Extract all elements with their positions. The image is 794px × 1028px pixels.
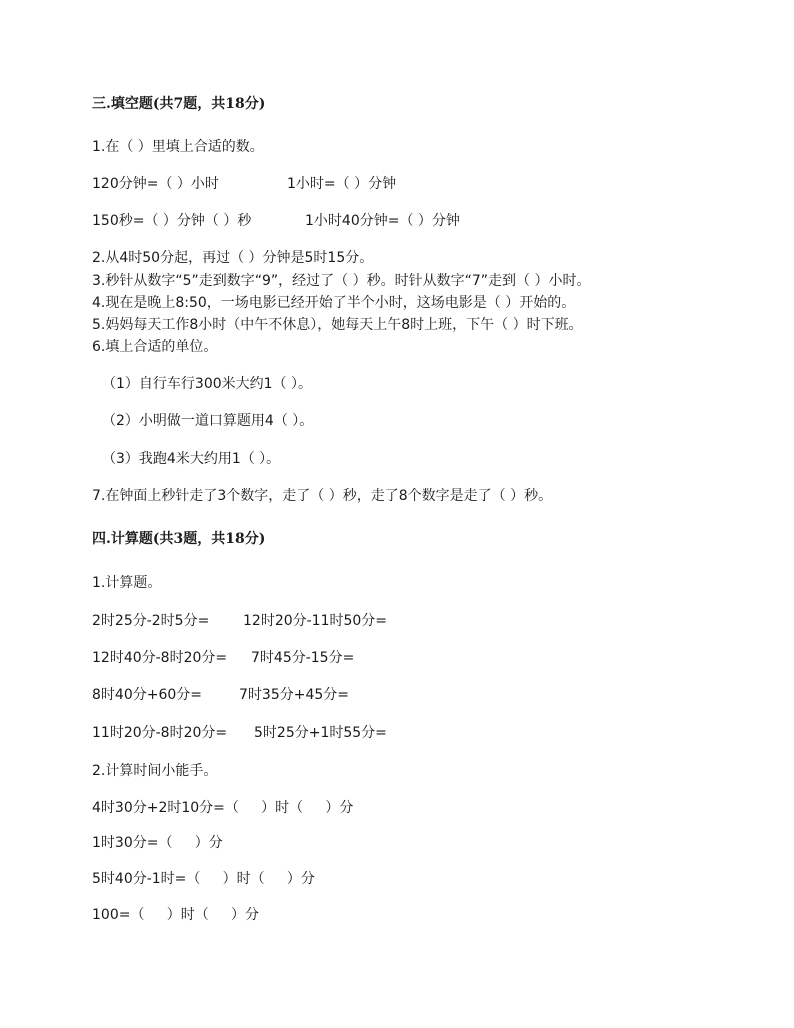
s4-q2-line2: 1时30分=（ ）分 [92,835,223,851]
s3-q5: 5.妈妈每天工作8小时（中午不休息），她每天上午8时上班，下午（ ）时下班。 [92,317,583,333]
s3-q1-row2-left: 150秒=（ ）分钟（ ）秒 [92,213,252,229]
s3-q1-row1-right: 1小时=（ ）分钟 [287,176,397,192]
s4-q2-line3: 5时40分-1时=（ ）时（ ）分 [92,871,315,887]
section4-heading: 四.计算题(共3题，共18分) [92,531,266,547]
s3-q4: 4.现在是晚上8:50，一场电影已经开始了半个小时，这场电影是（ ）开始的。 [92,295,576,311]
s3-q1-stem: 1.在（ ）里填上合适的数。 [92,139,264,155]
s4-q1-row2-left: 12时40分-8时20分= [92,650,228,666]
s3-q7: 7.在钟面上秒针走了3个数字，走了（ ）秒，走了8个数字是走了（ ）秒。 [92,488,553,504]
s3-q1-row1-left: 120分钟=（ ）小时 [92,176,219,192]
s3-q1-row2-right: 1小时40分钟=（ ）分钟 [305,213,460,229]
s4-q2-line4: 100=（ ）时（ ）分 [92,907,259,923]
s4-q1-row4-right: 5时25分+1时55分= [254,725,387,741]
s3-q6-sub3: （3）我跑4米大约用1（ ）。 [102,451,281,467]
s3-q6-sub2: （2）小明做一道口算题用4（ ）。 [102,413,314,429]
s4-q1-row1-right: 12时20分-11时50分= [243,613,388,629]
s4-q2-line1: 4时30分+2时10分=（ ）时（ ）分 [92,800,354,816]
s3-q6-stem: 6.填上合适的单位。 [92,339,218,355]
s4-q1-row3-left: 8时40分+60分= [92,687,202,703]
section3-heading: 三.填空题(共7题，共18分) [92,96,266,112]
s4-q1-row3-right: 7时35分+45分= [239,687,349,703]
s3-q6-sub1: （1）自行车行300米大约1（ ）。 [102,376,312,392]
s4-q1-row2-right: 7时45分-15分= [251,650,355,666]
s4-q1-row1-left: 2时25分-2时5分= [92,613,210,629]
s3-q2: 2.从4时50分起，再过（ ）分钟是5时15分。 [92,250,374,266]
s3-q3: 3.秒针从数字“5”走到数字“9”，经过了（ ）秒。时针从数字“7”走到（ ）小时。 [92,273,591,289]
s4-q1-row4-left: 11时20分-8时20分= [92,725,228,741]
s4-q1-stem: 1.计算题。 [92,575,162,591]
s4-q2-stem: 2.计算时间小能手。 [92,763,218,779]
